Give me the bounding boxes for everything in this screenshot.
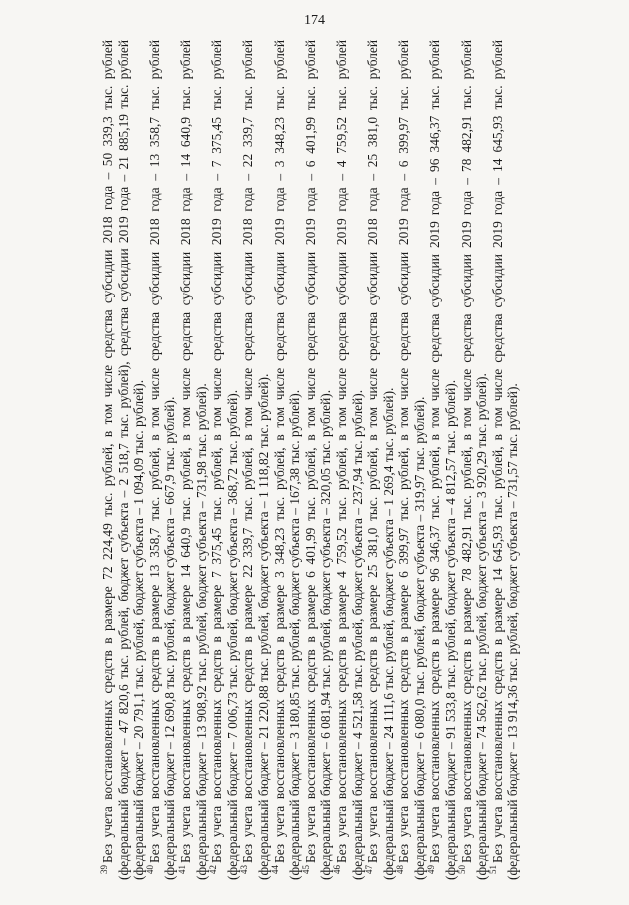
footnote-number: 45 xyxy=(301,865,312,874)
footnote-text: Без учета восстановленных средств в размере 72 224,49 тыс. рублей, в том числе средства субсидии 2018 года – 50 339,3 тыс. рублей (федеральный бюджет – 47 820,6 тыс. рублей, бюджет субъекта – 2 518,7 тыс. рублей), средства субсидии 2019 года – 21 885,19 тыс. рублей (федеральный бюджет – 20 791,1 тыс. рублей, бюджет субъекта – 1 094,09 тыс. рублей). xyxy=(100,40,147,880)
footnote-39 xyxy=(100,40,147,880)
footnote-text: Без учета восстановленных средств в размере 22 339,7 тыс. рублей, в том числе средства субсидии 2018 года – 22 339,7 тыс. рублей (федеральный бюджет – 21 220,88 тыс. рублей, бюджет субъекта – 1 118,82 тыс. рублей). xyxy=(240,40,271,880)
footnote-48 xyxy=(396,40,427,880)
footnote-49 xyxy=(427,40,458,880)
footnote-text: Без учета восстановленных средств в размере 14 640,9 тыс. рублей, в том числе средства субсидии 2018 года – 14 640,9 тыс. рублей (федеральный бюджет – 13 908,92 тыс. рублей, бюджет субъекта – 731,98 тыс. рублей). xyxy=(177,40,209,880)
footnote-number: 40 xyxy=(145,865,156,874)
footnote-43 xyxy=(240,40,271,880)
footnote-text: Без учета восстановленных средств в размере 14 645,93 тыс. рублей, в том числе средства субсидии 2019 года – 14 645,93 тыс. рублей (федеральный бюджет – 13 914,36 тыс. рублей, бюджет субъекта – 731,57 тыс. рублей). xyxy=(489,40,521,880)
footnote-text: Без учета восстановленных средств в размере 4 759,52 тыс. рублей, в том числе средства субсидии 2019 года – 4 759,52 тыс. рублей (федеральный бюджет – 4 521,58 тыс. рублей, бюджет субъекта – 237,94 тыс. рублей). xyxy=(333,40,365,880)
rotated-footnotes-block xyxy=(100,40,570,880)
footnote-text: Без учета восстановленных средств в размере 3 348,23 тыс. рублей, в том числе средства субсидии 2019 года – 3 348,23 тыс. рублей (федеральный бюджет – 3 180,85 тыс. рублей, бюджет субъекта – 167,38 тыс. рублей). xyxy=(271,40,303,880)
footnote-text: Без учета восстановленных средств в размере 78 482,91 тыс. рублей, в том числе средства субсидии 2019 года – 78 482,91 тыс. рублей (федеральный бюджет – 74 562,62 тыс. рублей, бюджет субъекта – 3 920,29 тыс. рублей). xyxy=(458,40,490,880)
footnote-50 xyxy=(459,40,490,880)
footnote-47 xyxy=(365,40,396,880)
footnote-42 xyxy=(209,40,240,880)
footnote-number: 50 xyxy=(457,865,468,874)
footnote-40 xyxy=(147,40,178,880)
footnote-text: Без учета восстановленных средств в размере 96 346,37 тыс. рублей, в том числе средства субсидии 2019 года – 96 346,37 тыс. рублей (федеральный бюджет – 91 533,8 тыс. рублей, бюджет субъекта – 4 812,57 тыс. рублей). xyxy=(427,40,459,880)
footnote-45 xyxy=(303,40,334,880)
footnote-number: 43 xyxy=(238,865,249,874)
footnote-number: 48 xyxy=(394,865,405,874)
footnote-44 xyxy=(272,40,303,880)
footnote-number: 44 xyxy=(270,865,281,874)
footnote-number: 51 xyxy=(488,865,499,874)
footnote-number: 49 xyxy=(426,865,436,874)
footnote-text: Без учета восстановленных средств в размере 6 399,97 тыс. рублей, в том числе средства субсидии 2019 года – 6 399,97 тыс. рублей (федеральный бюджет – 6 080,0 тыс. рублей, бюджет субъекта – 319,97 тыс. рублей). xyxy=(396,40,427,880)
footnote-46 xyxy=(334,40,365,880)
footnotes-list xyxy=(100,40,521,880)
footnote-text: Без учета восстановленных средств в размере 7 375,45 тыс. рублей, в том числе средства субсидии 2019 года – 7 375,45 тыс. рублей (федеральный бюджет – 7 006,73 тыс. рублей, бюджет субъекта – 368,72 тыс. рублей). xyxy=(209,40,240,880)
footnote-text: Без учета восстановленных средств в размере 25 381,0 тыс. рублей, в том числе средства субсидии 2018 года – 25 381,0 тыс. рублей (федеральный бюджет – 24 111,6 тыс. рублей, бюджет субъекта – 1 269,4 тыс. рублей). xyxy=(365,40,396,880)
footnote-text: Без учета восстановленных средств в размере 13 358,7 тыс. рублей, в том числе средства субсидии 2018 года – 13 358,7 тыс. рублей (федеральный бюджет – 12 690,8 тыс. рублей, бюджет субъекта – 667,9 тыс. рублей). xyxy=(146,40,178,880)
footnote-text: Без учета восстановленных средств в размере 6 401,99 тыс. рублей, в том числе средства субсидии 2019 года – 6 401,99 тыс. рублей (федеральный бюджет – 6 081,94 тыс. рублей, бюджет субъекта – 320,05 тыс. рублей). xyxy=(302,40,334,880)
footnote-51 xyxy=(490,40,521,880)
footnote-41 xyxy=(178,40,209,880)
footnote-number: 42 xyxy=(207,865,218,874)
footnote-number: 41 xyxy=(176,865,187,874)
footnote-number: 39 xyxy=(98,865,109,874)
footnote-number: 47 xyxy=(363,865,374,874)
page-number: 174 xyxy=(304,13,325,28)
footnote-number: 46 xyxy=(332,865,343,874)
